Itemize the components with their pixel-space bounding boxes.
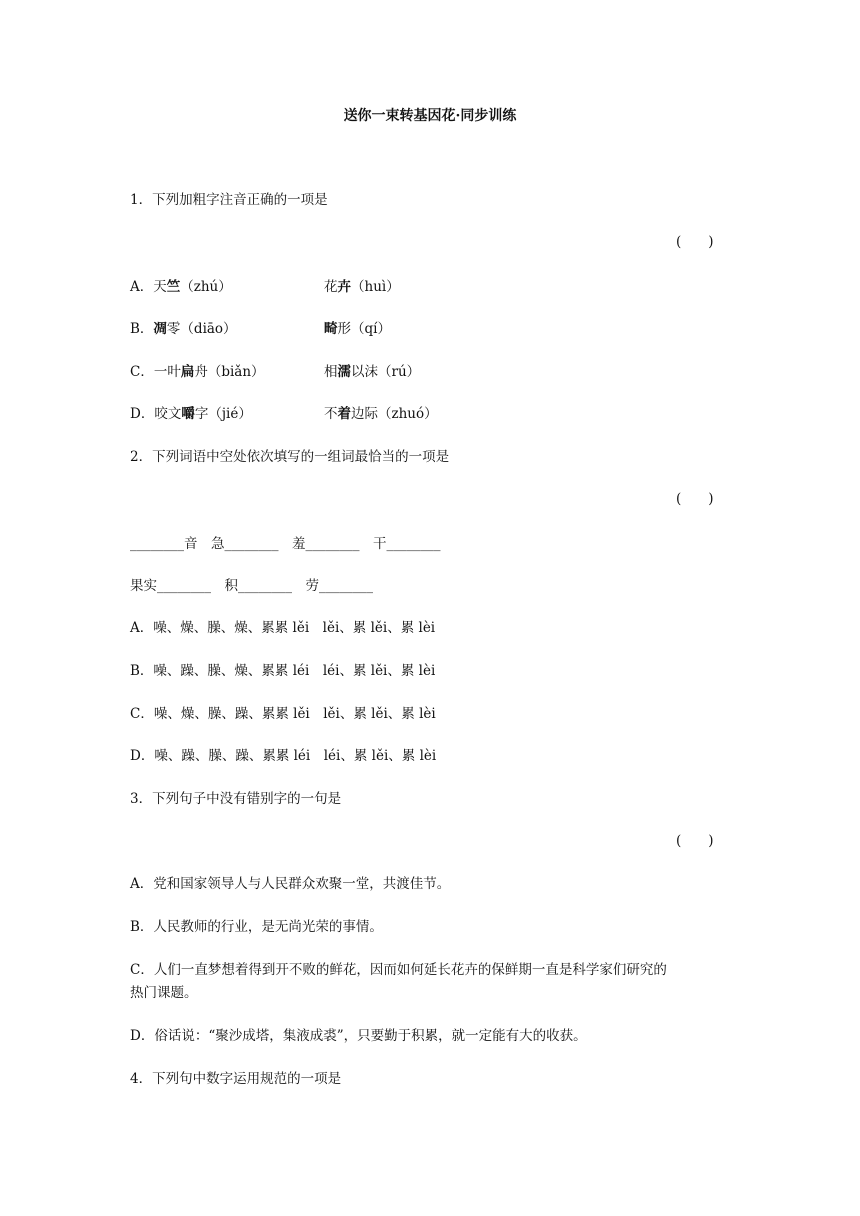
q1-option-c-left: C．一叶扁舟（biǎn） (130, 364, 265, 380)
answer-paren-1: ( ) (676, 234, 714, 250)
q1-option-b-left: B．凋零（diāo） (130, 321, 237, 337)
q1-option-c-right: 相濡以沫（rú） (324, 364, 421, 380)
q2-option-b: B．噪、躁、臊、燥、累累 léi léi、累 lěi、累 lèi (130, 663, 436, 679)
q2-blank-line-2: 果实________ 积________ 劳________ (130, 578, 373, 594)
document-title: 送你一束转基因花·同步训练 (343, 108, 517, 124)
q2-option-c: C．噪、燥、臊、躁、累累 lěi lěi、累 lěi、累 lèi (130, 706, 436, 722)
q3-option-b: B．人民教师的行业，是无尚光荣的事情。 (130, 919, 383, 935)
q3-option-c-continued: 热门课题。 (130, 985, 198, 1001)
q2-blank-line-1: ________音 急________ 羞________ 干________ (130, 536, 441, 552)
q1-option-a-left: A．天竺（zhú） (130, 279, 232, 295)
q2-option-d: D．噪、躁、臊、躁、累累 léi léi、累 lěi、累 lèi (130, 748, 437, 764)
q3-option-d: D．俗话说：“聚沙成塔，集液成裘”，只要勤于积累，就一定能有大的收获。 (130, 1028, 587, 1044)
q3-option-a: A．党和国家领导人与人民群众欢聚一堂，共渡佳节。 (130, 876, 451, 892)
question-1-stem: 1．下列加粗字注音正确的一项是 (130, 192, 328, 208)
answer-paren-2: ( ) (676, 491, 714, 507)
answer-paren-3: ( ) (676, 833, 714, 849)
q1-option-a-right: 花卉（huì） (324, 279, 400, 295)
question-3-stem: 3．下列句子中没有错别字的一句是 (130, 791, 342, 807)
q3-option-c: C．人们一直梦想着得到开不败的鲜花，因而如何延长花卉的保鲜期一直是科学家们研究的 (130, 962, 667, 978)
q2-option-a: A．噪、燥、臊、燥、累累 lěi lěi、累 lěi、累 lèi (130, 620, 436, 636)
q1-option-d-left: D．咬文嚼字（jié） (130, 406, 252, 422)
q1-option-d-right: 不着边际（zhuó） (324, 406, 438, 422)
question-4-stem: 4．下列句中数字运用规范的一项是 (130, 1071, 342, 1087)
q1-option-b-right: 畸形（qí） (324, 321, 391, 337)
question-2-stem: 2．下列词语中空处依次填写的一组词最恰当的一项是 (130, 449, 450, 465)
